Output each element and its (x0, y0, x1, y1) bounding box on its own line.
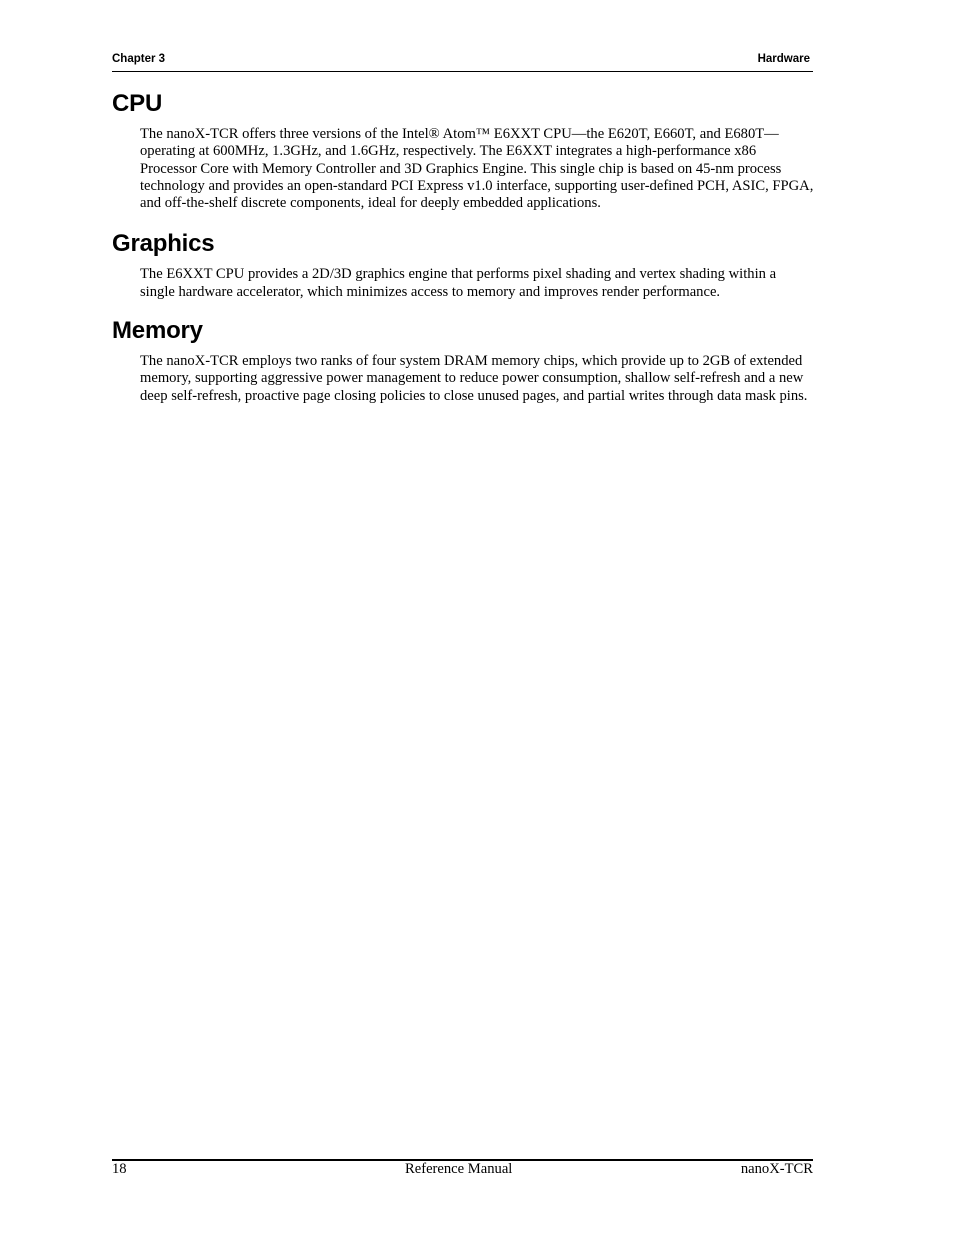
section-memory (112, 315, 813, 405)
chapter-label: Chapter 3 (112, 53, 166, 65)
page-number: 18 (112, 1161, 127, 1177)
section-label: Hardware (757, 53, 810, 65)
section-heading: Memory (112, 317, 203, 345)
section-heading: Graphics (112, 230, 215, 258)
section-cpu (112, 88, 813, 212)
running-header (112, 52, 813, 72)
section-body: The nanoX-TCR employs two ranks of four system DRAM memory chips, which provide up to 2GB of extended memory, supporting aggressive power management to reduce power consumption, shallow self-refresh and a new deep self-refresh, proactive page closing policies to close unused pages, and partial writes through data mask pins. (140, 353, 808, 404)
section-heading: CPU (112, 90, 163, 117)
section-body: The nanoX-TCR offers three versions of the Intel® Atom™ E6XXT CPU—the E620T, E660T, and E680T—operating at 600MHz, 1.3GHz, and 1.6GHz, respectively. The E6XXT integrates a high-performance x86 Processor Core with Memory Controller and 3D Graphics Engine. This single chip is based on 45-nm process technology and provides an open-standard PCI Express v1.0 interface, supporting user-defined PCH, ASIC, FPGA, and off-the-shelf discrete components, ideal for deeply embedded applications. (140, 126, 814, 212)
section-body: The E6XXT CPU provides a 2D/3D graphics engine that performs pixel shading and vertex shading within a single hardware accelerator, which minimizes access to memory and improves render performance. (140, 266, 777, 300)
running-footer (112, 1159, 813, 1183)
section-graphics (112, 228, 813, 301)
product-name: nanoX-TCR (740, 1161, 813, 1177)
page-content (112, 88, 813, 405)
document-title: Reference Manual (405, 1161, 513, 1177)
